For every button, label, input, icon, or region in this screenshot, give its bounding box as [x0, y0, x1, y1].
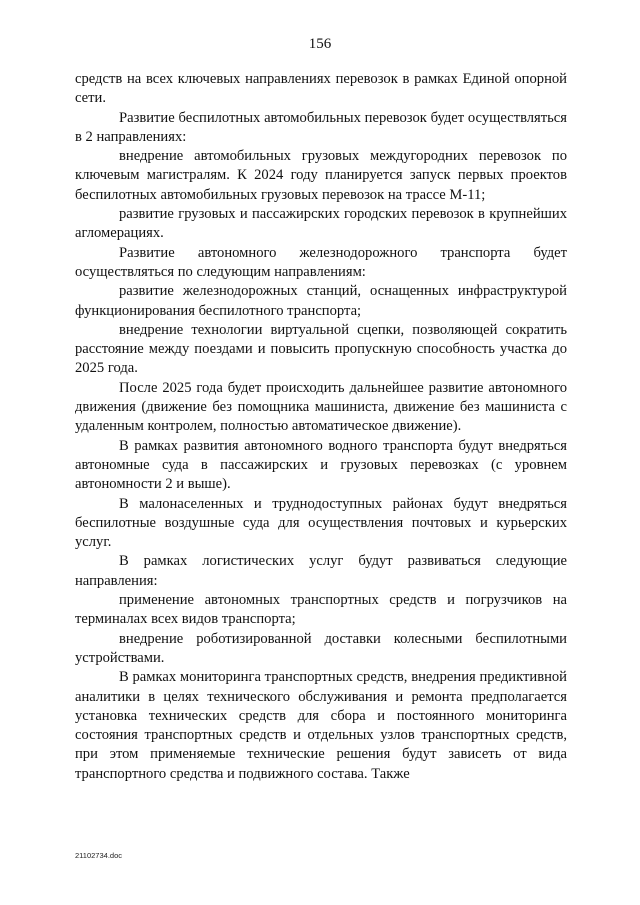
footer-filename: 21102734.doc [75, 851, 122, 860]
paragraph-11: В рамках логистических услуг будут развиваться следующие направления: [75, 553, 567, 589]
paragraph-14: В рамках мониторинга транспортных средств, внедрения предиктивной аналитики в целях технического обслуживания и ремонта предполагается установка технических средств для сбора и постоянного мониторинга состояния транспортных средств и отдельных узлов транспортных средств, при этом применяемые технические решения будут зависеть от вида транспортного средства и подвижного состава. Также [75, 669, 567, 782]
paragraph-5: Развитие автономного железнодорожного транспорта будет осуществляться по следующим направлениям: [75, 244, 567, 280]
paragraph-12: применение автономных транспортных средств и погрузчиков на терминалах всех видов транспорта; [75, 592, 567, 628]
page-number: 156 [308, 36, 332, 52]
paragraph-1: средств на всех ключевых направлениях перевозок в рамках Единой опорной сети. [75, 71, 567, 107]
paragraph-13: внедрение роботизированной доставки колесными беспилотными устройствами. [75, 630, 567, 666]
paragraph-7: внедрение технологии виртуальной сцепки, позволяющей сократить расстояние между поездами и повысить пропускную способность участка до 2025 года. [75, 321, 567, 377]
paragraph-2: Развитие беспилотных автомобильных перевозок будет осуществляться в 2 направлениях: [75, 109, 567, 145]
paragraph-6: развитие железнодорожных станций, оснащенных инфраструктурой функционирования беспилотного транспорта; [75, 283, 567, 319]
paragraph-3: внедрение автомобильных грузовых междугородних перевозок по ключевым магистралям. К 2024 году планируется запуск первых проектов беспилотных автомобильных грузовых перевозок на трассе М-11; [75, 148, 567, 203]
document-body [75, 70, 567, 784]
paragraph-8: После 2025 года будет происходить дальнейшее развитие автономного движения (движение без помощника машиниста, движение без машиниста с удаленным контролем, полностью автоматическое движение). [75, 379, 567, 435]
paragraph-4: развитие грузовых и пассажирских городских перевозок в крупнейших агломерациях. [75, 206, 567, 242]
paragraph-10: В малонаселенных и труднодоступных районах будут внедряться беспилотные воздушные суда для осуществления почтовых и курьерских услуг. [75, 495, 567, 551]
paragraph-9: В рамках развития автономного водного транспорта будут внедряться автономные суда в пассажирских и грузовых перевозках (с уровнем автономности 2 и выше). [75, 437, 567, 493]
